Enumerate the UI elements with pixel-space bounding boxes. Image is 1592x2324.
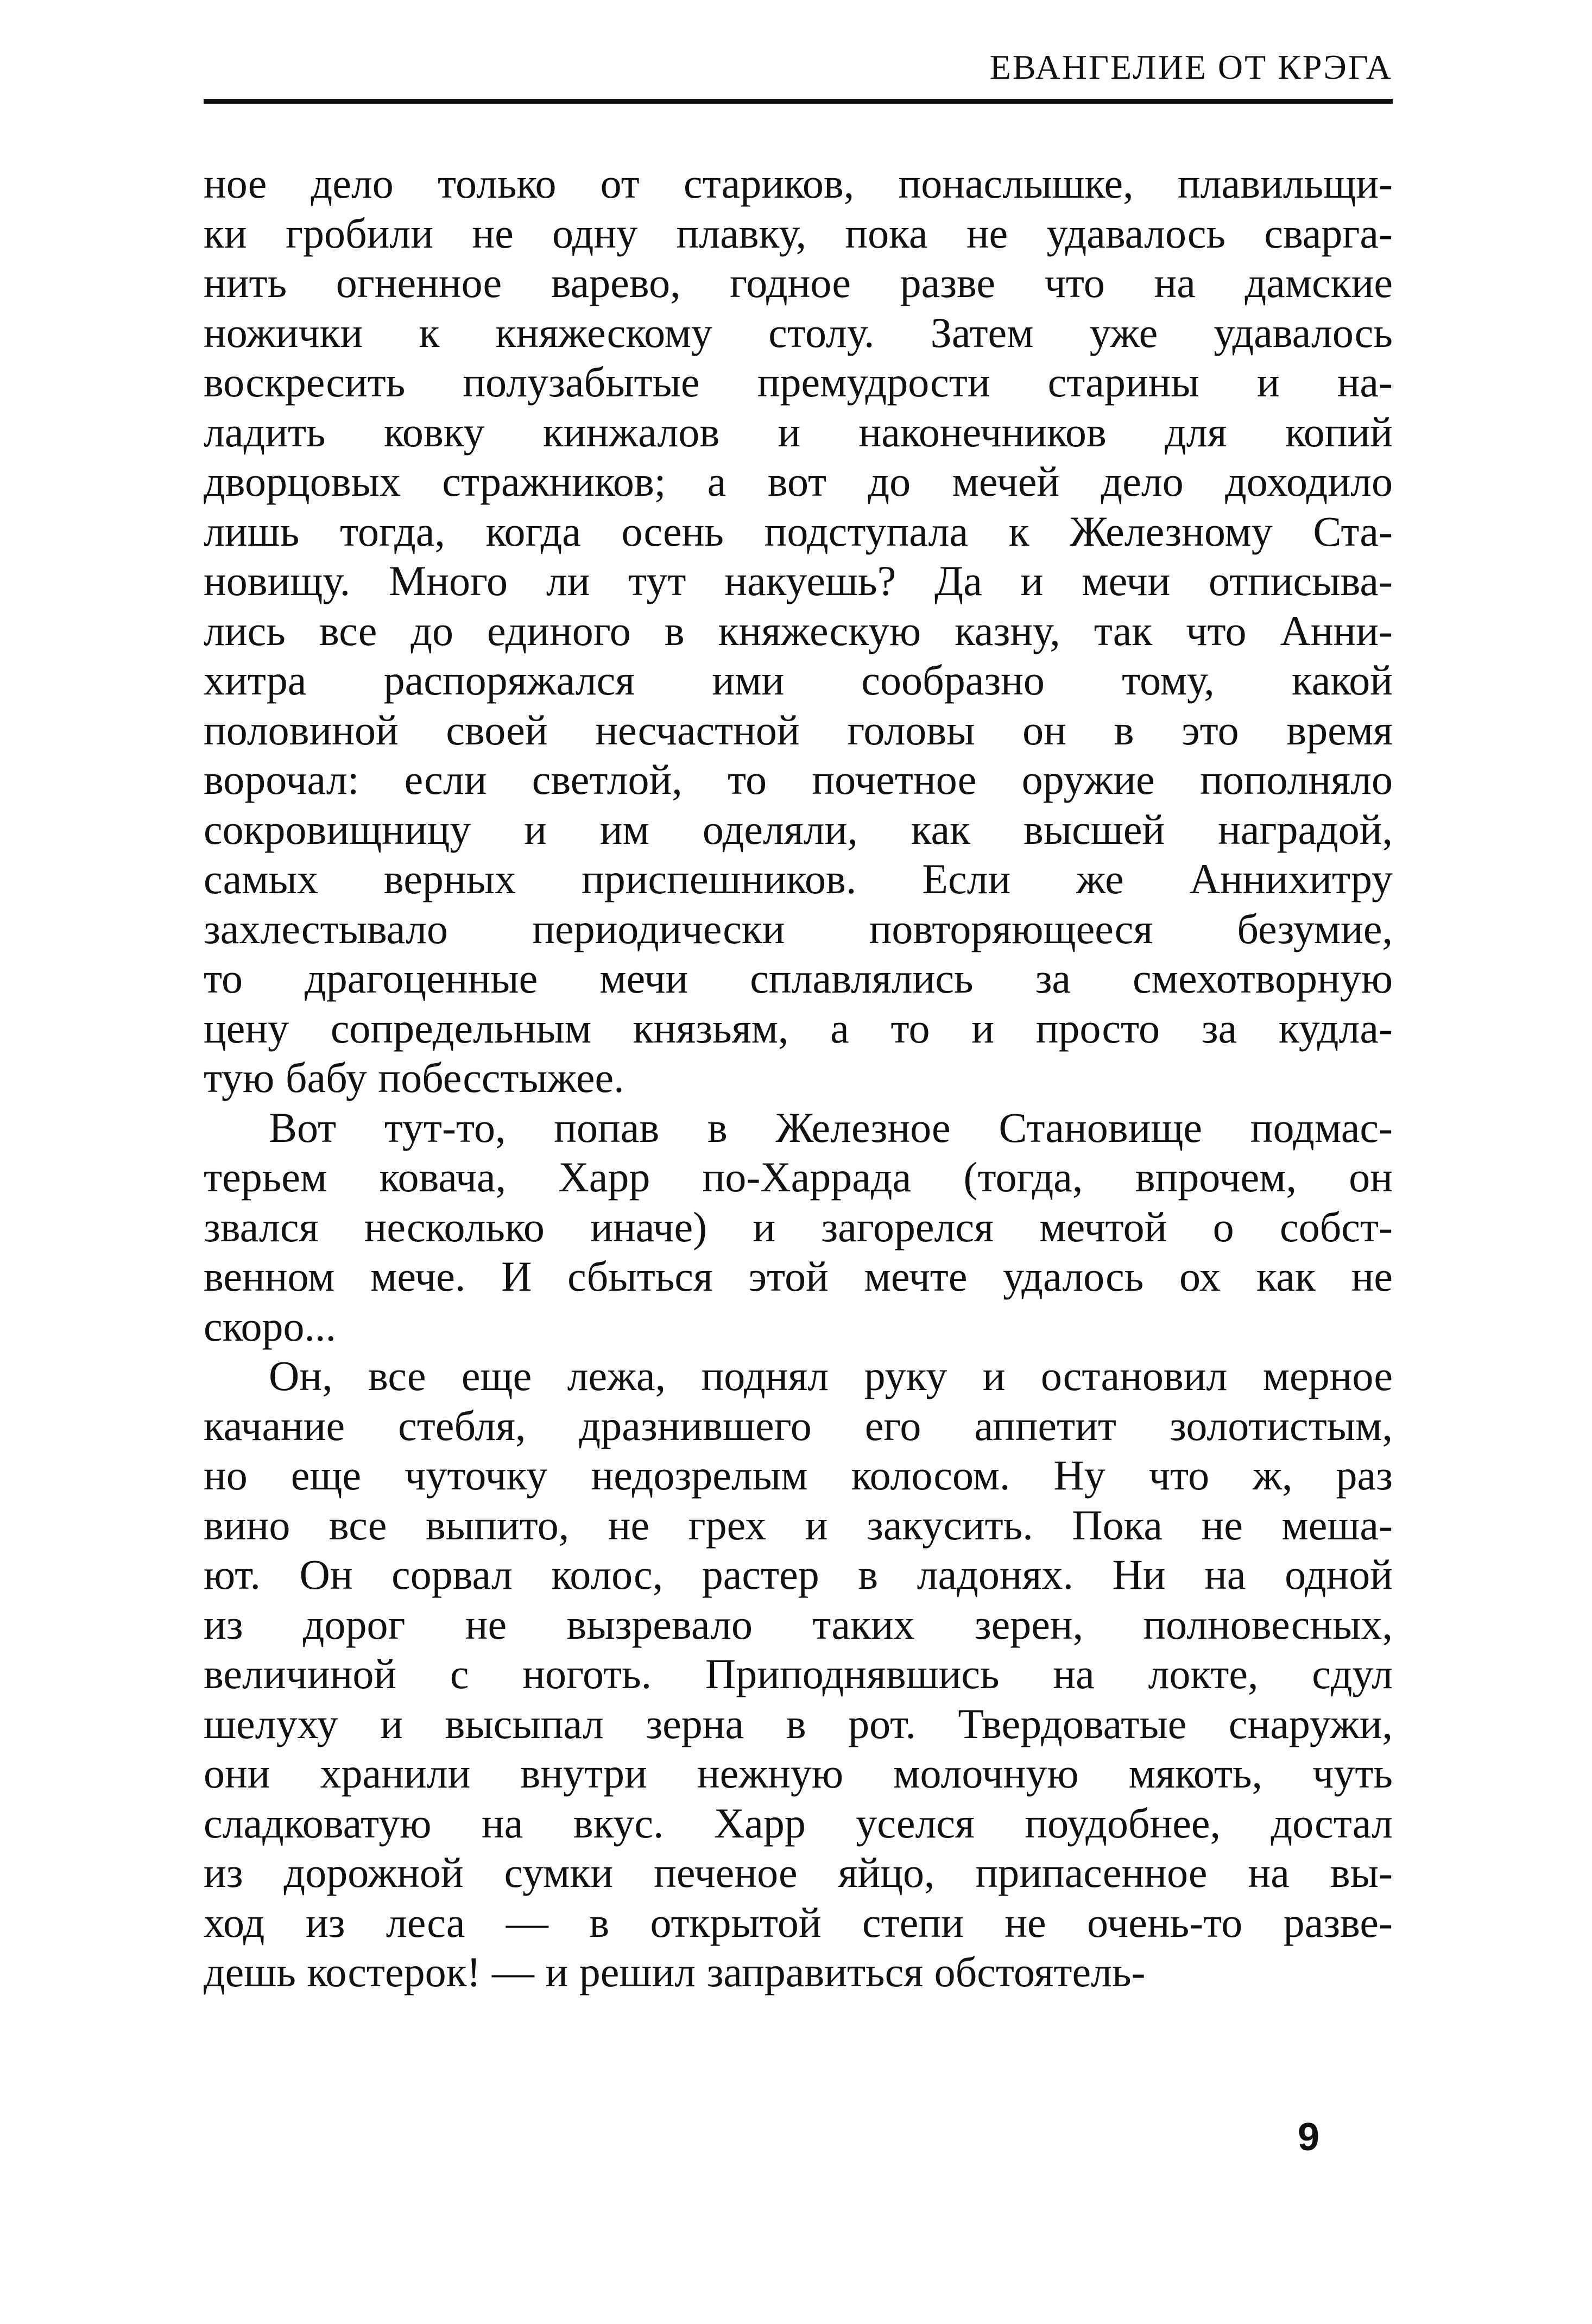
text-line: сладковатую на вкус. Харр уселся поудобнее, достал [204, 1799, 1393, 1847]
text-line: самых верных приспешников. Если же Аннихитру [204, 855, 1393, 902]
text-line: половиной своей несчастной головы он в это время [204, 706, 1393, 754]
text-line: дешь костерок! — и решил заправиться обстоятель- [204, 1948, 1146, 1995]
text-line: нить огненное варево, годное разве что на дамские [204, 259, 1393, 306]
text-line: захлестывало периодически повторяющееся безумие, [204, 905, 1393, 952]
text-line: хитра распоряжался ими сообразно тому, какой [204, 656, 1393, 704]
text-line: скоро... [204, 1302, 337, 1350]
text-line: из дорог не вызревало таких зерен, полновесных, [204, 1600, 1393, 1648]
text-line: тую бабу побесстыжее. [204, 1054, 624, 1101]
running-head: ЕВАНГЕЛИЕ ОТ КРЭГА [989, 48, 1393, 86]
text-line: цену сопредельным князьям, а то и просто за кудла- [204, 1004, 1393, 1052]
paragraph [204, 159, 1393, 1103]
body-text [204, 159, 1393, 1997]
text-line: качание стебля, дразнившего его аппетит золотистым, [204, 1401, 1393, 1449]
text-line: они хранили внутри нежную молочную мякоть, чуть [204, 1750, 1393, 1797]
text-line: дворцовых стражников; а вот до мечей дело доходило [204, 458, 1393, 505]
text-line: ножички к княжескому столу. Затем уже удавалось [204, 308, 1393, 356]
text-line: ход из леса — в открытой степи не очень-то разве- [204, 1898, 1393, 1946]
text-line: Он, все еще лежа, поднял руку и остановил мерное [269, 1352, 1393, 1399]
text-line: ладить ковку кинжалов и наконечников для копий [204, 408, 1393, 456]
text-line: ворочал: если светлой, то почетное оружие пополняло [204, 756, 1393, 803]
text-line: венном мече. И сбыться этой мечте удалось ох как не [204, 1253, 1393, 1300]
text-line: то драгоценные мечи сплавлялись за смехотворную [204, 955, 1393, 1002]
text-line: величиной с ноготь. Приподнявшись на локте, сдул [204, 1650, 1393, 1697]
paragraph [204, 1351, 1393, 1997]
text-line: лишь тогда, когда осень подступала к Железному Ста- [204, 507, 1393, 555]
text-line: из дорожной сумки печеное яйцо, припасенное на вы- [204, 1849, 1393, 1896]
text-line: ное дело только от стариков, понаслышке, плавильщи- [204, 160, 1393, 207]
text-line: терьем ковача, Харр по-Харрада (тогда, впрочем, он [204, 1153, 1393, 1201]
text-line: вино все выпито, не грех и закусить. Пока не меша- [204, 1501, 1393, 1549]
header-rule [204, 99, 1393, 104]
text-line: воскресить полузабытые премудрости старины и на- [204, 358, 1393, 406]
text-line: шелуху и высыпал зерна в рот. Твердоватые снаружи, [204, 1700, 1393, 1747]
text-line: лись все до единого в княжескую казну, так что Анни- [204, 607, 1393, 654]
text-line: сокровищницу и им оделяли, как высшей наградой, [204, 805, 1393, 853]
text-line: новищу. Много ли тут накуешь? Да и мечи отписыва- [204, 557, 1393, 604]
paragraph [204, 1103, 1393, 1352]
page-number: 9 [1297, 2115, 1319, 2159]
text-line: но еще чуточку недозрелым колосом. Ну что ж, раз [204, 1451, 1393, 1499]
text-line: звался несколько иначе) и загорелся мечтой о собст- [204, 1203, 1393, 1251]
text-line: ки гробили не одну плавку, пока не удавалось сварга- [204, 209, 1393, 257]
text-line: ют. Он сорвал колос, растер в ладонях. Ни на одной [204, 1551, 1393, 1598]
text-line: Вот тут-то, попав в Железное Становище подмас- [269, 1103, 1393, 1151]
